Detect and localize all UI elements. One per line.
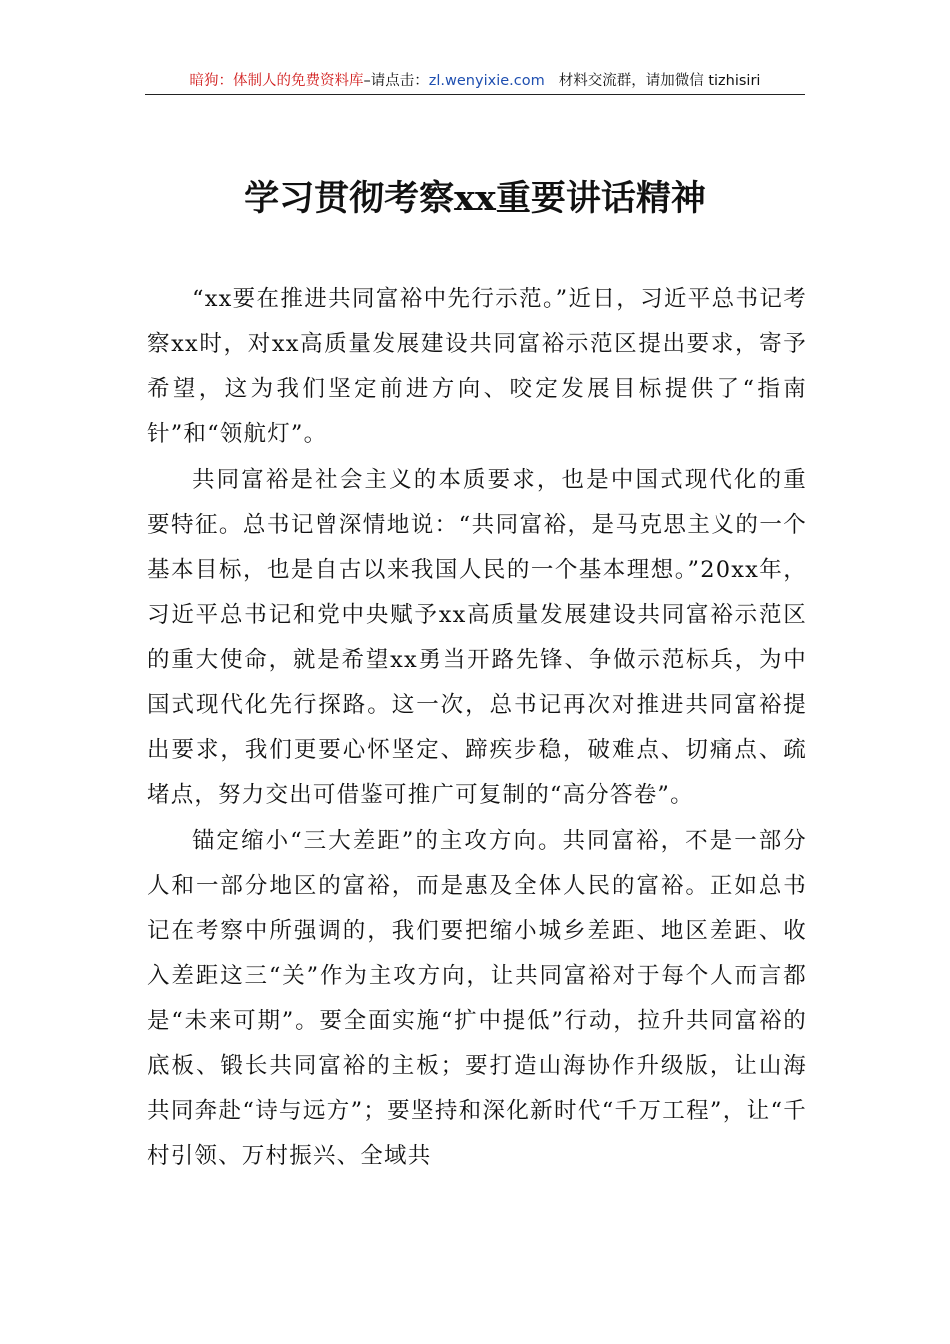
paragraph: 共同富裕是社会主义的本质要求，也是中国式现代化的重要特征。总书记曾深情地说：“共同富裕，是马克思主义的一个基本目标，也是自古以来我国人民的一个基本理想。”20xx年，习近平总书记和党中央赋予xx高质量发展建设共同富裕示范区的重大使命，就是希望xx勇当开路先锋、争做示范标兵，为中国式现代化先行探路。这一次，总书记再次对推进共同富裕提出要求，我们更要心怀坚定、蹄疾步稳，破难点、切痛点、疏堵点，努力交出可借鉴可推广可复制的“高分答卷”。 (147, 467, 807, 808)
header-click-prompt: –请点击： (363, 73, 429, 89)
page-header (145, 68, 805, 95)
header-wechat-note: 材料交流群，请加微信 tizhisiri (558, 73, 761, 89)
paragraph: “xx要在推进共同富裕中先行示范。”近日，习近平总书记考察xx时，对xx高质量发展建设共同富裕示范区提出要求，寄予希望，这为我们坚定前进方向、咬定发展目标提供了“指南针”和“领航灯”。 (147, 286, 807, 447)
paragraph: 锚定缩小“三大差距”的主攻方向。共同富裕，不是一部分人和一部分地区的富裕，而是惠及全体人民的富裕。正如总书记在考察中所强调的，我们要把缩小城乡差距、地区差距、收入差距这三“关”作为主攻方向，让共同富裕对于每个人而言都是“未来可期”。要全面实施“扩中提低”行动，拉升共同富裕的底板、锻长共同富裕的主板；要打造山海协作升级版，让山海共同奔赴“诗与远方”；要坚持和深化新时代“千万工程”，让“千村引领、万村振兴、全域共 (147, 828, 807, 1169)
document-title: 学习贯彻考察xx重要讲话精神 (244, 178, 706, 219)
header-link[interactable]: zl.wenyixie.com (428, 73, 545, 89)
document-body (147, 277, 807, 1180)
header-site-name: 暗狗：体制人的免费资料库 (189, 73, 364, 89)
